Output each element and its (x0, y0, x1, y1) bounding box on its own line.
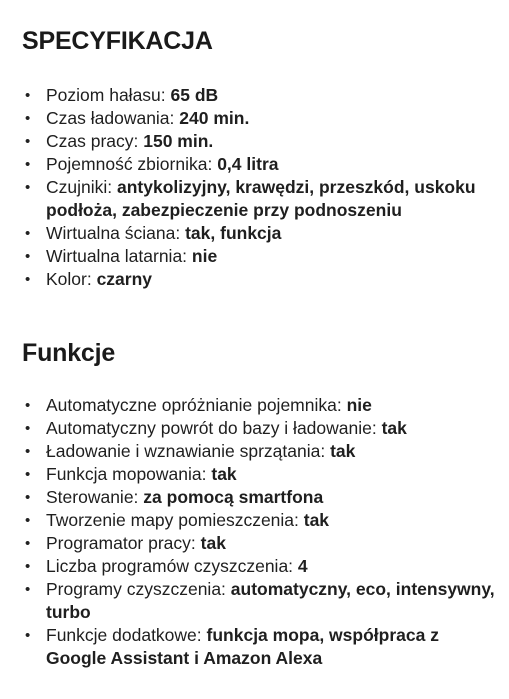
spec-item (0, 84, 509, 107)
spec-value: 150 min. (143, 131, 214, 151)
function-value: tak (211, 464, 237, 484)
function-item (0, 463, 509, 486)
function-value: tak (381, 418, 407, 438)
function-item (0, 394, 509, 417)
spec-label: Wirtualna latarnia: (46, 246, 192, 266)
bullet-icon: • (25, 581, 31, 598)
spec-item (0, 107, 509, 130)
bullet-icon: • (25, 558, 31, 575)
function-label: Programy czyszczenia: (46, 579, 231, 599)
bullet-icon: • (25, 156, 31, 173)
bullet-icon: • (25, 248, 31, 265)
spec-label: Czas pracy: (46, 131, 144, 151)
function-value: nie (346, 395, 372, 415)
spec-item (0, 130, 509, 153)
section-title-funkcje: Funkcje (22, 339, 116, 367)
function-value: 4 (297, 556, 308, 576)
bullet-icon: • (25, 225, 31, 242)
spec-label: Czujniki: (46, 177, 117, 197)
function-label: Funkcja mopowania: (46, 464, 212, 484)
function-value: za pomocą smartfona (143, 487, 324, 507)
spec-item (0, 222, 509, 245)
function-item (0, 578, 509, 624)
function-label: Sterowanie: (46, 487, 144, 507)
spec-value: 0,4 litra (217, 154, 279, 174)
bullet-icon: • (25, 87, 31, 104)
bullet-icon: • (25, 420, 31, 437)
bullet-icon: • (25, 489, 31, 506)
function-item (0, 486, 509, 509)
spec-value: nie (191, 246, 218, 266)
spec-item (0, 268, 509, 291)
bullet-icon: • (25, 535, 31, 552)
function-list (0, 394, 509, 670)
bullet-icon: • (25, 397, 31, 414)
section-title-specyfikacja: SPECYFIKACJA (22, 27, 213, 55)
spec-item (0, 153, 509, 176)
spec-label: Wirtualna ściana: (46, 223, 186, 243)
bullet-icon: • (25, 443, 31, 460)
bullet-icon: • (25, 133, 31, 150)
bullet-icon: • (25, 110, 31, 127)
bullet-icon: • (25, 512, 31, 529)
function-value: tak (303, 510, 330, 530)
function-label: Automatyczne opróżnianie pojemnika: (46, 395, 347, 415)
spec-value: 65 dB (170, 85, 219, 105)
function-label: Funkcje dodatkowe: (46, 625, 207, 645)
bullet-icon: • (25, 466, 31, 483)
spec-value: antykolizyjny, krawędzi, przeszkód, uskoku podłoża, zabezpieczenie przy podnoszeniu (46, 177, 476, 220)
spec-value: 240 min. (179, 108, 250, 128)
spec-label: Poziom hałasu: (46, 85, 171, 105)
function-item (0, 417, 509, 440)
function-item (0, 440, 509, 463)
function-value: tak (200, 533, 226, 553)
function-label: Automatyczny powrót do bazy i ładowanie: (46, 418, 382, 438)
spec-label: Czas ładowania: (46, 108, 180, 128)
bullet-icon: • (25, 627, 31, 644)
function-label: Ładowanie i wznawianie sprzątania: (46, 441, 331, 461)
function-label: Programator pracy: (46, 533, 201, 553)
spec-value: tak, funkcja (185, 223, 282, 243)
function-label: Tworzenie mapy pomieszczenia: (46, 510, 304, 530)
spec-item (0, 245, 509, 268)
function-value: funkcja mopa, współpraca z Google Assistant i Amazon Alexa (46, 625, 439, 668)
function-item (0, 532, 509, 555)
function-item (0, 509, 509, 532)
function-label: Liczba programów czyszczenia: (46, 556, 298, 576)
function-value: automatyczny, eco, intensywny, turbo (46, 579, 495, 622)
spec-item (0, 176, 509, 222)
function-value: tak (330, 441, 356, 461)
bullet-icon: • (25, 179, 31, 196)
spec-list (0, 84, 509, 291)
function-item (0, 624, 509, 670)
spec-label: Kolor: (46, 269, 97, 289)
bullet-icon: • (25, 271, 31, 288)
spec-value: czarny (96, 269, 153, 289)
spec-label: Pojemność zbiornika: (46, 154, 218, 174)
function-item (0, 555, 509, 578)
